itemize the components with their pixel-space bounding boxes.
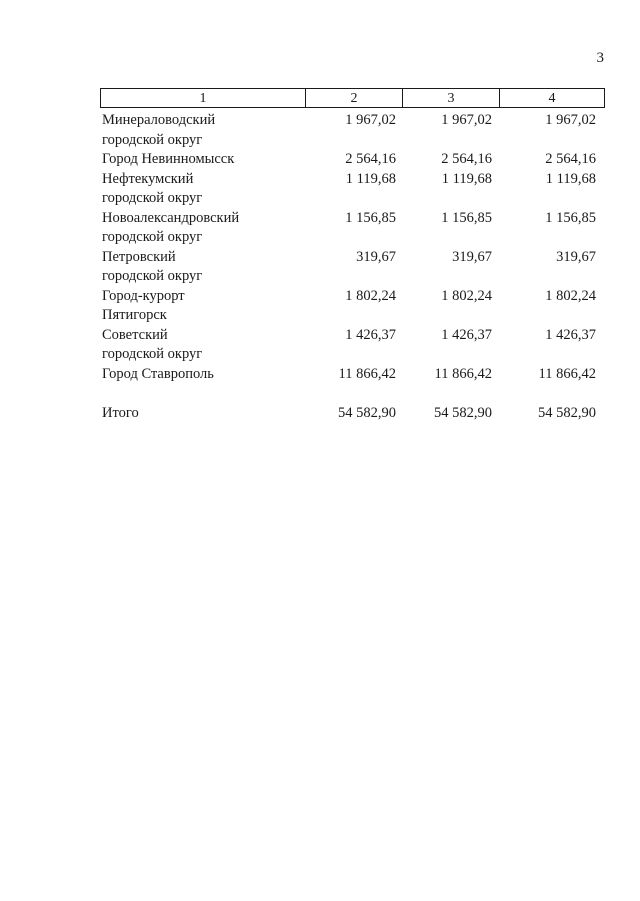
row-value-col3: 319,67	[452, 248, 492, 265]
total-row	[100, 404, 602, 424]
row-name-line: Советский	[102, 326, 168, 343]
row-value-col4: 11 866,42	[538, 365, 596, 382]
row-name-line: городской округ	[102, 190, 203, 206]
row-value-col3: 11 866,42	[434, 365, 492, 382]
row-name-line: Петровский	[102, 248, 176, 265]
row-value-col2: 1 119,68	[345, 170, 396, 187]
row-name	[100, 287, 304, 326]
table-row	[100, 150, 602, 170]
row-value-col4: 1 967,02	[545, 112, 596, 128]
column-header-2: 2	[306, 89, 403, 108]
row-value-col3: 1 156,85	[441, 209, 492, 226]
column-header-3: 3	[403, 89, 500, 108]
row-value-col3: 1 967,02	[441, 112, 492, 128]
column-header-4: 4	[500, 89, 605, 108]
row-name	[100, 150, 304, 170]
row-name-line: городской округ	[102, 346, 203, 362]
row-name-line: Нефтекумский	[102, 170, 194, 187]
row-name	[100, 326, 304, 365]
row-name	[100, 248, 304, 287]
spacer	[100, 384, 602, 404]
table-row	[100, 170, 602, 209]
total-value-col3: 54 582,90	[434, 405, 492, 421]
table-header-row	[101, 89, 605, 108]
row-name-line: Новоалександровский	[102, 209, 240, 226]
row-name-line: городской округ	[102, 229, 203, 245]
row-value-col4: 1 426,37	[545, 326, 596, 343]
table-header	[100, 88, 605, 108]
row-value-col2: 1 967,02	[345, 112, 396, 128]
row-value-col4: 319,67	[556, 248, 596, 265]
table-body	[100, 111, 602, 424]
row-value-col3: 1 426,37	[441, 326, 492, 343]
row-name-line: Пятигорск	[102, 307, 167, 323]
row-value-col2: 11 866,42	[338, 365, 396, 382]
row-value-col2: 1 426,37	[345, 326, 396, 343]
row-name	[100, 365, 304, 385]
row-name-line: городской округ	[102, 131, 203, 148]
row-value-col3: 1 119,68	[441, 170, 492, 187]
table-row	[100, 326, 602, 365]
row-name	[100, 170, 304, 209]
row-value-col4: 1 156,85	[545, 209, 596, 226]
row-value-col4: 1 119,68	[545, 170, 596, 187]
row-value-col2: 1 156,85	[345, 209, 396, 226]
table-row	[100, 287, 602, 326]
row-value-col4: 1 802,24	[545, 287, 596, 304]
total-value-col4: 54 582,90	[538, 405, 596, 421]
row-name-line: Город Ставрополь	[102, 365, 214, 382]
row-value-col2: 2 564,16	[345, 151, 396, 167]
row-value-col2: 1 802,24	[345, 287, 396, 304]
row-value-col3: 2 564,16	[441, 151, 492, 167]
row-name-line: Город-курорт	[102, 287, 185, 304]
row-name-line: городской округ	[102, 268, 203, 284]
row-name	[100, 209, 304, 248]
page-number: 3	[596, 50, 604, 66]
total-value-col2: 54 582,90	[338, 405, 396, 421]
table-row	[100, 209, 602, 248]
table-row	[100, 365, 602, 385]
row-name	[100, 111, 304, 150]
total-label-text: Итого	[102, 405, 139, 421]
row-value-col4: 2 564,16	[545, 151, 596, 167]
table-row	[100, 248, 602, 287]
row-name-line: Город Невинномысск	[102, 151, 235, 167]
row-value-col2: 319,67	[356, 248, 396, 265]
table-row	[100, 111, 602, 150]
column-header-1: 1	[101, 89, 306, 108]
row-value-col3: 1 802,24	[441, 287, 492, 304]
row-name-line: Минераловодский	[102, 112, 216, 128]
total-label	[100, 404, 304, 424]
